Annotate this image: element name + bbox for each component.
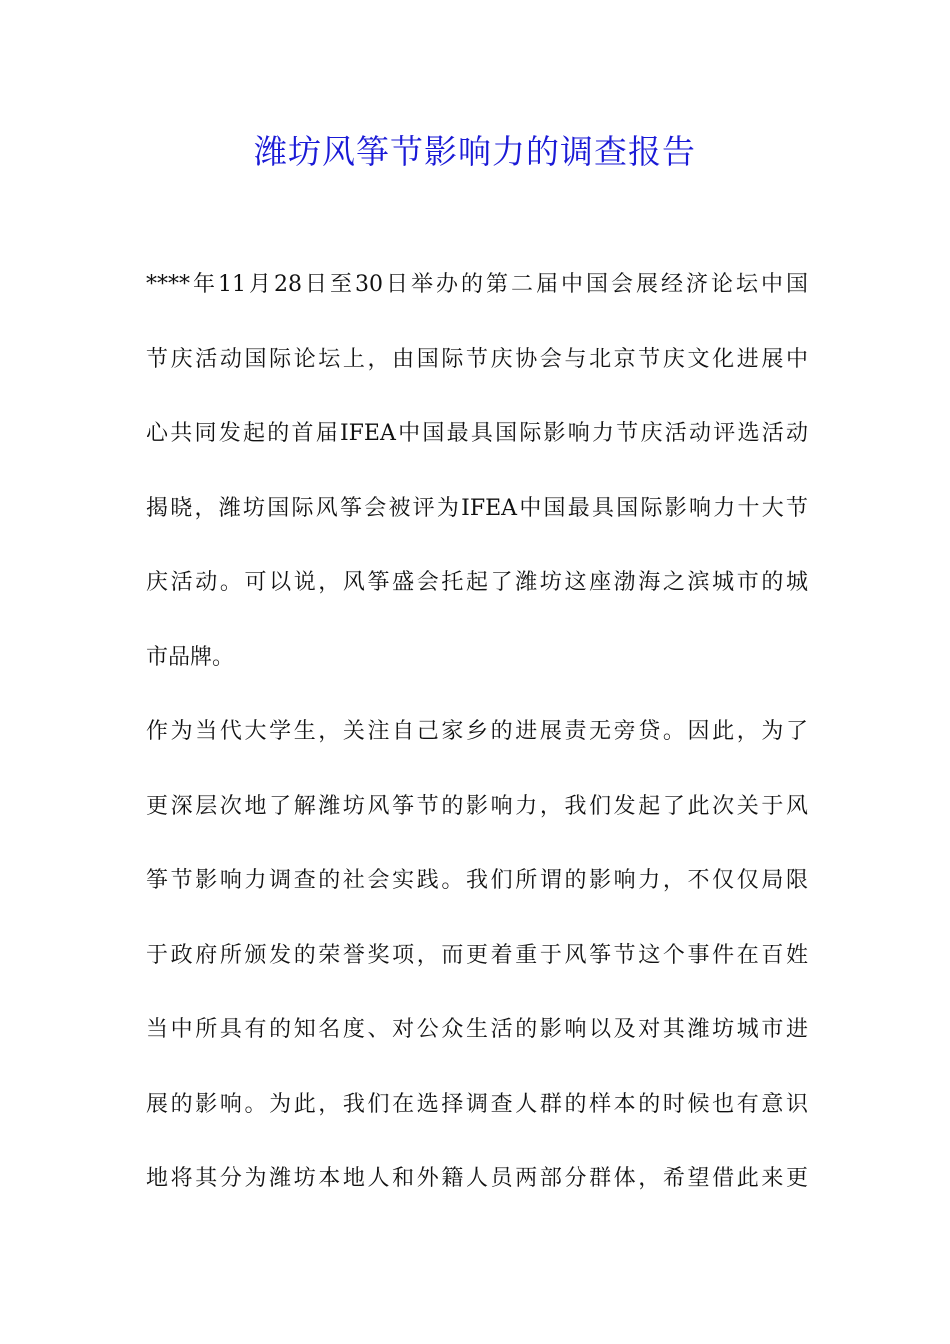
text-line: 筝节影响力调查的社会实践。我们所谓的影响力，不仅仅局限 [146,868,808,893]
text-line: 市品牌。 [146,644,235,670]
text-line: 更深层次地了解潍坊风筝节的影响力，我们发起了此次关于风 [146,793,808,819]
text-line: 心共同发起的首届IFEA中国最具国际影响力节庆活动评选活动 [146,421,808,446]
paragraph-1 [146,262,808,709]
text-line: 节庆活动国际论坛上，由国际节庆协会与北京节庆文化进展中 [146,346,808,372]
text-line: 作为当代大学生，关注自己家乡的进展责无旁贷。因此，为了 [146,719,808,744]
document-body [146,262,808,1231]
text-line: 庆活动。可以说，风筝盛会托起了潍坊这座渤海之滨城市的城 [146,570,808,595]
text-line: 揭晓，潍坊国际风筝会被评为IFEA中国最具国际影响力十大节 [146,495,808,521]
document-title: 潍坊风筝节影响力的调查报告 [254,132,696,171]
text-line: 于政府所颁发的荣誉奖项，而更着重于风筝节这个事件在百姓 [146,942,808,968]
paragraph-2 [146,709,808,1231]
text-line: 展的影响。为此，我们在选择调查人群的样本的时候也有意识 [146,1091,808,1117]
text-line: 当中所具有的知名度、对公众生活的影响以及对其潍坊城市进 [146,1017,808,1042]
text-line: ****年11月28日至30日举办的第二届中国会展经济论坛中国 [146,272,808,297]
text-line: 地将其分为潍坊本地人和外籍人员两部分群体，希望借此来更 [146,1166,808,1191]
